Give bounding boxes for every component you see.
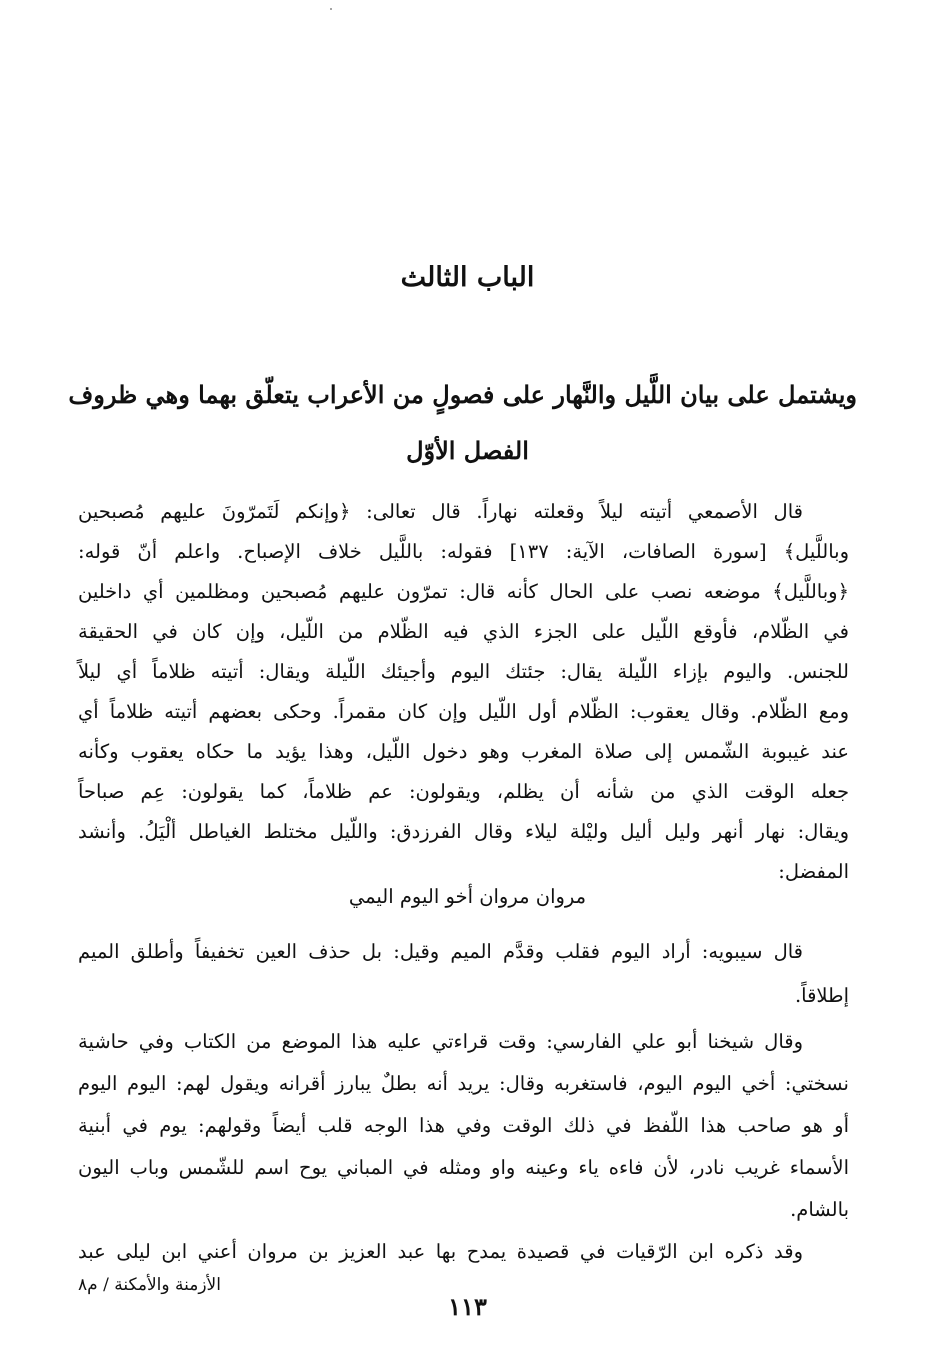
body-line: وقال شيخنا أبو علي الفارسي: وقت قراءتي عليه هذا الموضع من الكتاب وفي حاشية [78,1030,803,1053]
chapter-subtitle: ويشتمل على بيان اللَّيل والنَّهار على فصولٍ من الأعراب يتعلّق بهما وهي ظروف [68,380,857,409]
body-line: في الظّلام، فأوقع اللّيل على الجزء الذي فيه الظّلام من اللّيل، وإن كان في الحقيقة [78,620,849,643]
body-line: وباللَّيل﴾ [سورة الصافات، الآية: ١٣٧] فقوله: باللَّيل خلاف الإصباح. واعلم أنّ قوله: [78,540,849,563]
body-line: بالشام. [790,1198,849,1221]
paper-speck [330,8,332,10]
body-line: وقد ذكره ابن الرّقيات في قصيدة يمدح بها عبد العزيز بن مروان أعني ابن ليلى عبد [78,1240,803,1263]
body-line: ويقال: نهار أنهر وليل أليل وليْلة ليلاء وقال الفرزدق: واللّيل مختلط الغياطل ألْيَلُ. وأنشد [78,820,849,843]
body-line: قال سيبويه: أراد اليوم فقلب وقدَّم الميم وقيل: بل حذف العين تخفيفاً وأطلق الميم [78,940,803,963]
body-line: عند غيبوبة الشّمس إلى صلاة المغرب وهو دخول اللّيل، وهذا يؤيد ما حكاه يعقوب وكأنه [78,740,849,763]
body-line: إطلاقاً. [794,984,849,1007]
chapter-title: الباب الثالث [400,262,535,293]
section-title: الفصل الأوّل [406,436,529,465]
body-line: للجنس. واليوم بإزاء اللّيلة يقال: جئتك اليوم وأجيئك اللّيلة ويقال: أتيته ظلاماً أي ليلاً [78,660,849,683]
body-line: ومع الظّلام. وقال يعقوب: الظّلام أول اللّيل وإن كان مقمراً. وحكى بعضهم أتيته ظلاماً أي [78,700,849,723]
footer-note: الأزمنة والأمكنة / م٨ [78,1275,221,1295]
body-line: أو هو صاحب هذا اللّفظ في ذلك الوقت وفي هذا الوجه قلب أيضاً وقولهم: يوم في أبنية [78,1114,849,1137]
poetry-verse: مروان مروان أخو اليوم اليمي [348,885,587,908]
body-line: نسختي: أخي اليوم اليوم، فاستغربه وقال: يريد أنه بطلٌ يبارز أقرانه ويقول لهم: اليوم اليوم [78,1072,849,1095]
body-line: ﴿وباللَّيل﴾ موضعه نصب على الحال كأنه قال: تمرّون عليهم مُصبحين ومظلمين أي داخلين [78,580,849,603]
body-line: قال الأصمعي أتيته ليلاً وقعلته نهاراً. قال تعالى: ﴿وإنكم لَتَمرّونَ عليهم مُصبحين [78,500,803,523]
body-line: المفضل: [778,860,849,883]
body-line: جعله الوقت الذي من شأنه أن يظلم، ويقولون: عم ظلاماً، كما يقولون: عِم صباحاً [78,780,849,803]
body-line: الأسماء غريب نادر، لأن فاءه ياء وعينه واو ومثله في المباني يوح اسم للشّمس وباب اليون [78,1156,849,1179]
page-number: ١١٣ [448,1292,487,1321]
